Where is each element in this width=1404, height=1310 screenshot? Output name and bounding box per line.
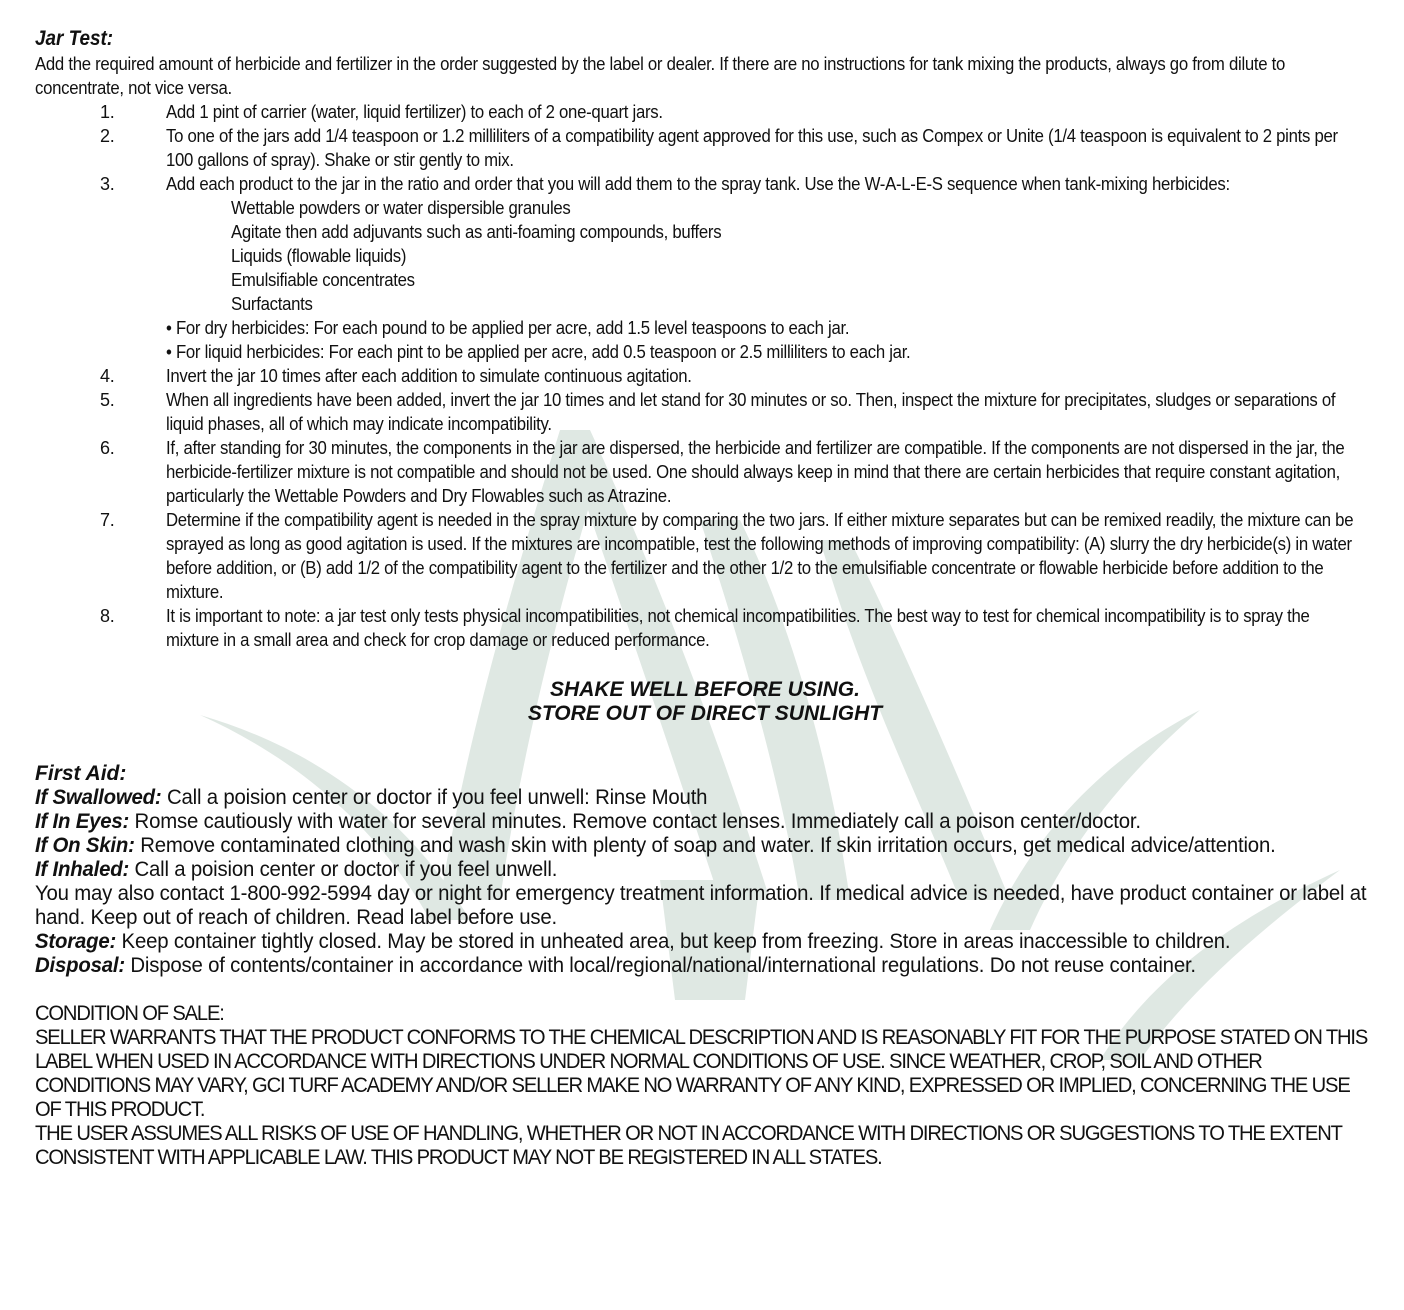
eyes-label: If In Eyes:: [35, 810, 130, 833]
storage-text: Keep container tightly closed. May be stored in unheated area, but keep from freezing. Store in areas inaccessible to children.: [116, 930, 1231, 953]
label-content: [35, 26, 1375, 1170]
condition-of-sale-section: [35, 1002, 1375, 1170]
wales-item: Surfactants: [231, 294, 313, 314]
inhaled-label: If Inhaled:: [35, 858, 130, 881]
eyes-text: Romse cautiously with water for several minutes. Remove contact lenses. Immediately call a poison center/doctor.: [129, 810, 1141, 833]
dry-herbicide-bullet: • For dry herbicides: For each pound to be applied per acre, add 1.5 level teaspoons to each jar.: [166, 318, 850, 338]
wales-item: Wettable powders or water dispersible granules: [231, 198, 571, 218]
step-2: [35, 124, 1375, 172]
disposal-text: Dispose of contents/container in accordance with local/regional/national/international regulations. Do not reuse container.: [124, 954, 1196, 977]
warranty-paragraph: SELLER WARRANTS THAT THE PRODUCT CONFORMS TO THE CHEMICAL DESCRIPTION AND IS REASONABLY FIT FOR THE PURPOSE STATED ON THIS LABEL WHEN USED IN ACCORDANCE WITH DIRECTIONS UNDER NORMAL CONDITIONS OF USE. SINCE WEATHER, CROP, SOIL AND OTHER CONDITIONS MAY VARY, GCI TURF ACADEMY AND/OR SELLER MAKE NO WARRANTY OF ANY KIND, EXPRESSED OR IMPLIED, CONCERNING THE USE OF THIS PRODUCT.: [35, 1026, 1368, 1121]
step-text: Determine if the compatibility agent is needed in the spray mixture by comparing the two jars. If either mixture separates but can be remixed readily, the mixture can be sprayed as long as good agitation is used. If the mixtures are incompatible, test the following methods of improving compatibility: (A) slurry the dry herbicide(s) in water before addition, or (B) add 1/2 of the compatibility agent to the fertilizer and the other 1/2 to the emulsifiable concentrate or flowable herbicide before addition to the mixture.: [166, 510, 1354, 602]
storage-label: Storage:: [35, 930, 117, 953]
jar-test-steps: [35, 100, 1375, 652]
swallowed-label: If Swallowed:: [35, 786, 162, 809]
first-aid-heading: First Aid:: [35, 762, 127, 785]
step-number: 8.: [100, 606, 115, 626]
step-text: It is important to note: a jar test only tests physical incompatibilities, not chemical incompatibilities. The best way to test for chemical incompatibility is to spray the mixture in a small area and check for crop damage or reduced performance.: [166, 606, 1310, 650]
step-number: 7.: [100, 510, 115, 530]
storage: [35, 930, 1374, 954]
if-in-eyes: [35, 810, 1374, 834]
inhaled-text: Call a poision center or doctor if you feel unwell.: [129, 858, 558, 881]
wales-item: Agitate then add adjuvants such as anti-foaming compounds, buffers: [231, 222, 722, 242]
first-aid-section: [35, 762, 1375, 978]
step-number: 3.: [100, 174, 115, 194]
sunlight-notice: STORE OUT OF DIRECT SUNLIGHT: [527, 702, 883, 725]
emergency-contact: You may also contact 1-800-992-5994 day or night for emergency treatment information. If medical advice is needed, have product container or label at hand. Keep out of reach of children. Read label before use.: [35, 882, 1367, 929]
step-3: [35, 172, 1375, 196]
liquid-herbicide-bullet: • For liquid herbicides: For each pint to be applied per acre, add 0.5 teaspoon or 2.5 milliliters to each jar.: [166, 342, 911, 362]
shake-notice: SHAKE WELL BEFORE USING.: [550, 678, 860, 701]
step-7: [35, 508, 1375, 604]
step-number: 6.: [100, 438, 115, 458]
skin-label: If On Skin:: [35, 834, 135, 857]
jar-test-heading: Jar Test:: [35, 27, 114, 50]
step-number: 1.: [100, 102, 115, 122]
jar-test-intro: Add the required amount of herbicide and fertilizer in the order suggested by the label or dealer. If there are no instructions for tank mixing the products, always go from dilute to concentrate, not vice versa.: [35, 54, 1286, 98]
step-6: [35, 436, 1375, 508]
jar-test-section: [35, 26, 1375, 652]
disposal-label: Disposal:: [35, 954, 125, 977]
step-text: Invert the jar 10 times after each addition to simulate continuous agitation.: [166, 366, 692, 386]
step-4: [35, 364, 1375, 388]
step-number: 4.: [100, 366, 115, 386]
handling-notice: [35, 678, 1375, 726]
step-text: When all ingredients have been added, invert the jar 10 times and let stand for 30 minutes or so. Then, inspect the mixture for precipitates, sludges or separations of liquid phases, all of which may indicate incompatibility.: [166, 390, 1336, 434]
disposal: [35, 954, 1374, 978]
step-1: [35, 100, 1375, 124]
wales-item: Emulsifiable concentrates: [231, 270, 415, 290]
step-5: [35, 388, 1375, 436]
if-swallowed: [35, 786, 1374, 810]
if-on-skin: [35, 834, 1374, 858]
skin-text: Remove contaminated clothing and wash skin with plenty of soap and water. If skin irritation occurs, get medical advice/attention.: [134, 834, 1276, 857]
step-8: [35, 604, 1375, 652]
step-number: 2.: [100, 126, 115, 146]
risk-paragraph: THE USER ASSUMES ALL RISKS OF USE OF HANDLING, WHETHER OR NOT IN ACCORDANCE WITH DIRECTIONS OR SUGGESTIONS TO THE EXTENT CONSISTENT WITH APPLICABLE LAW. THIS PRODUCT MAY NOT BE REGISTERED IN ALL STATES.: [35, 1122, 1342, 1169]
swallowed-text: Call a poision center or doctor if you feel unwell: Rinse Mouth: [161, 786, 708, 809]
step-text: If, after standing for 30 minutes, the components in the jar are dispersed, the herbicide and fertilizer are compatible. If the components are not dispersed in the jar, the herbicide-fertilizer mixture is not compatible and should not be used. One should always keep in mind that there are certain herbicides that require constant agitation, particularly the Wettable Powders and Dry Flowables such as Atrazine.: [166, 438, 1345, 506]
step-text: Add each product to the jar in the ratio and order that you will add them to the spray tank. Use the W-A-L-E-S sequence when tank-mixing herbicides:: [166, 174, 1230, 194]
condition-of-sale-title: CONDITION OF SALE:: [35, 1002, 224, 1025]
wales-item: Liquids (flowable liquids): [231, 246, 407, 266]
step-text: Add 1 pint of carrier (water, liquid fertilizer) to each of 2 one-quart jars.: [166, 102, 663, 122]
step-text: To one of the jars add 1/4 teaspoon or 1.2 milliliters of a compatibility agent approved for this use, such as Compex or Unite (1/4 teaspoon is equivalent to 2 pints per 100 gallons of spray). Shake or stir gently to mix.: [166, 126, 1338, 170]
step-number: 5.: [100, 390, 115, 410]
if-inhaled: [35, 858, 1374, 882]
